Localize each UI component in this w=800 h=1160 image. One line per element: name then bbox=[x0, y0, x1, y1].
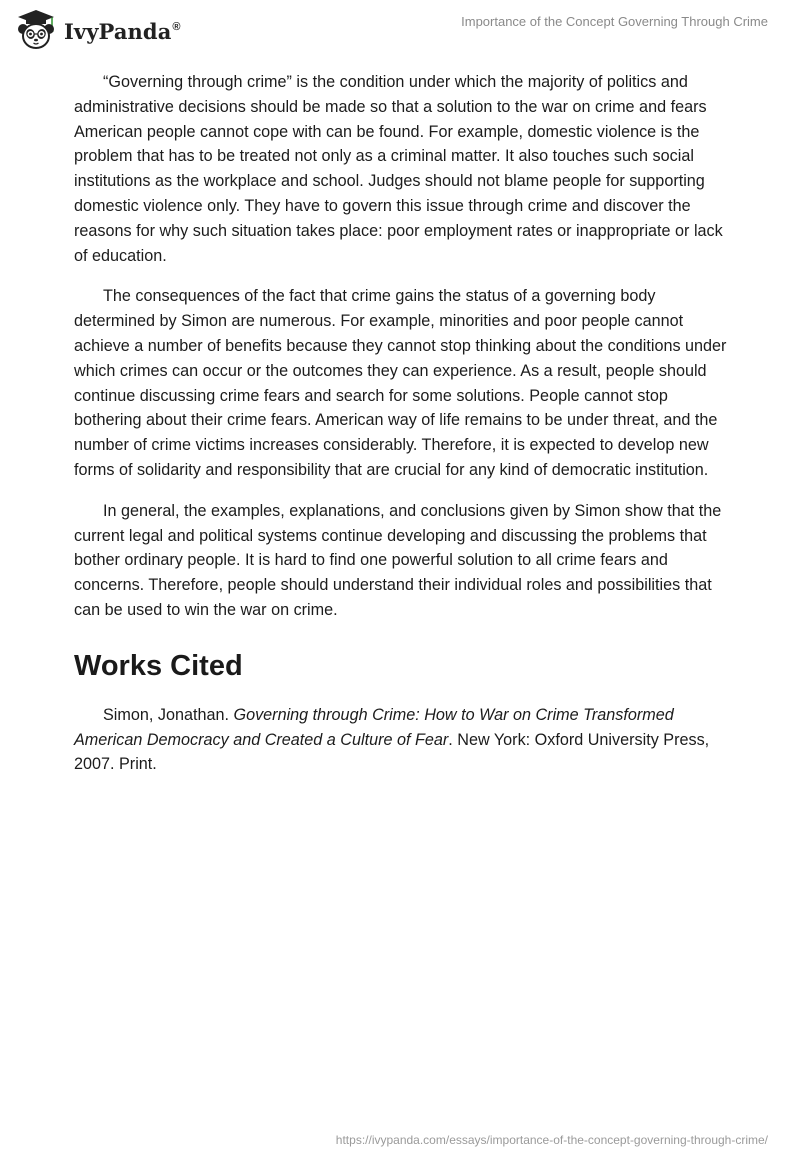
paragraph-3: In general, the examples, explanations, and conclusions given by Simon show that the current legal and political systems continue developing and discussing the problems that bother ordinary people. It is hard to find one powerful solution to all crime fears and concerns. Therefore, people should understand their individual roles and possibilities that can be used to win the war on crime. bbox=[74, 501, 722, 619]
citation-title: Governing through Crime: How to War on Crime Transformed American Democracy and Created a Culture of Fear bbox=[74, 705, 674, 749]
citation-entry bbox=[74, 703, 734, 777]
essay-content bbox=[74, 70, 734, 777]
citation-author: Simon, Jonathan. bbox=[103, 705, 234, 724]
brand-logo[interactable] bbox=[14, 8, 181, 52]
paragraph-2: The consequences of the fact that crime gains the status of a governing body determined by Simon are numerous. For example, minorities and poor people cannot achieve a number of benefits because they cannot stop thinking about the conditions under which crimes can occur or the outcomes they can experience. As a result, people should continue discussing crime fears and search for some solutions. People cannot stop bothering about their crime fears. American way of life remains to be under threat, and the number of crime victims increases considerably. Therefore, it is expected to develop new forms of solidarity and responsibility that are crucial for any kind of democratic institution. bbox=[74, 287, 727, 479]
panda-graduate-icon bbox=[14, 8, 58, 52]
source-url[interactable]: https://ivypanda.com/essays/importance-of-the-concept-governing-through-crime/ bbox=[335, 1133, 768, 1147]
page-header bbox=[0, 0, 800, 60]
brand-name: IvyPanda® bbox=[64, 18, 181, 44]
citation-publication: . New York: Oxford University Press, 2007. Print. bbox=[74, 730, 710, 774]
works-cited-heading: Works Cited bbox=[74, 649, 243, 682]
document-title: Importance of the Concept Governing Through Crime bbox=[461, 14, 768, 29]
registered-mark: ® bbox=[172, 20, 181, 33]
paragraph-1: “Governing through crime” is the condition under which the majority of politics and administrative decisions should be made so that a solution to the war on crime and fears American people cannot cope with can be found. For example, domestic violence is the problem that has to be treated not only as a criminal matter. It also touches such social institutions as the workplace and school. Judges should not blame people for supporting domestic violence only. They have to govern this issue through crime and discover the reasons for why such situation takes place: poor employment rates or inappropriate or lack of education. bbox=[74, 73, 723, 265]
